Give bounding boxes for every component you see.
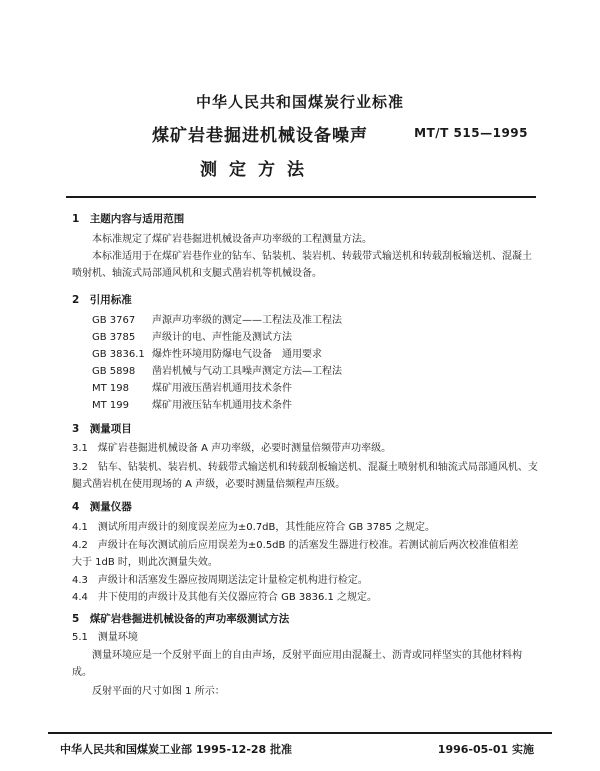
reference-item	[92, 328, 292, 343]
section-1-heading: 1 主题内容与适用范围	[72, 213, 185, 225]
reference-code: GB 5898	[92, 366, 136, 377]
footer-divider	[48, 732, 552, 734]
clause-4-1: 4.1 测试所用声级计的刻度误差应为±0.7dB，其性能应符合 GB 3785 之规定。	[72, 522, 435, 533]
reference-item	[92, 345, 322, 360]
reference-title: 凿岩机械与气动工具噪声测定方法—工程法	[152, 366, 342, 377]
reference-title: 煤矿用液压凿岩机通用技术条件	[152, 383, 292, 394]
reference-title: 爆炸性环境用防爆电气设备 通用要求	[152, 349, 322, 360]
reference-item	[92, 396, 292, 411]
reference-title: 声源声功率级的测定——工程法及准工程法	[152, 315, 342, 326]
document-title: 煤矿岩巷掘进机械设备噪声	[152, 126, 368, 146]
clause-5-1-figure-ref: 反射平面的尺寸如图 1 所示：	[92, 686, 225, 697]
clause-4-2-cont: 大于 1dB 时，则此次测量失效。	[72, 557, 218, 568]
effective-date: 1996-05-01 实施	[437, 743, 534, 756]
reference-code: MT 198	[92, 383, 130, 394]
section-3-heading: 3 测量项目	[72, 423, 132, 435]
section-4-heading: 4 测量仪器	[72, 501, 132, 513]
clause-4-2: 4.2 声级计在每次测试前后应用误差为±0.5dB 的活塞发生器进行校准。若测试前后两次校准值相差	[72, 540, 519, 551]
section-5-heading: 5 煤矿岩巷掘进机械设备的声功率级测试方法	[72, 613, 290, 625]
clause-4-3: 4.3 声级计和活塞发生器应按周期送法定计量检定机构进行检定。	[72, 575, 368, 586]
reference-code: GB 3785	[92, 332, 136, 343]
clause-3-1: 3.1 煤矿岩巷掘进机械设备 A 声功率级，必要时测量倍频带声功率级。	[72, 443, 392, 454]
document-title-line2: 测定方法	[200, 160, 316, 180]
section-1-paragraph-2: 本标准适用于在煤矿岩巷作业的钻车、钻装机、装岩机、转载带式输送机和转载刮板输送机、混凝土	[92, 251, 532, 262]
clause-3-2: 3.2 钻车、钻装机、装岩机、转载带式输送机和转载刮板输送机、混凝土喷射机和轴流式局部通风机、支	[72, 462, 538, 473]
standard-number: MT/T 515—1995	[414, 126, 528, 140]
reference-code: GB 3836.1	[92, 349, 145, 360]
reference-item	[92, 311, 342, 326]
reference-item	[92, 379, 292, 394]
reference-item	[92, 362, 342, 377]
section-2-heading: 2 引用标准	[72, 294, 132, 306]
reference-code: MT 199	[92, 400, 130, 411]
clause-5-1-paragraph: 测量环境应是一个反射平面上的自由声场，反射平面应用由混凝土、沥青或同样坚实的其他材料构	[92, 650, 522, 661]
issuing-agency: 中华人民共和国煤炭行业标准	[195, 93, 404, 111]
approval-line: 中华人民共和国煤炭工业部 1995-12-28 批准	[60, 743, 293, 756]
section-1-paragraph-2-cont: 喷射机、轴流式局部通风机和支腿式凿岩机等机械设备。	[72, 268, 322, 279]
reference-title: 声级计的电、声性能及测试方法	[152, 332, 292, 343]
header-divider	[66, 196, 536, 198]
reference-title: 煤矿用液压钻车机通用技术条件	[152, 400, 292, 411]
clause-5-1-paragraph-cont: 成。	[72, 667, 92, 678]
reference-code: GB 3767	[92, 315, 136, 326]
clause-5-1-heading: 5.1 测量环境	[72, 632, 138, 643]
section-1-paragraph-1: 本标准规定了煤矿岩巷掘进机械设备声功率级的工程测量方法。	[92, 234, 372, 245]
clause-4-4: 4.4 井下使用的声级计及其他有关仪器应符合 GB 3836.1 之规定。	[72, 592, 378, 603]
clause-3-2-cont: 腿式凿岩机在使用现场的 A 声级，必要时测量倍频程声压级。	[72, 479, 346, 490]
